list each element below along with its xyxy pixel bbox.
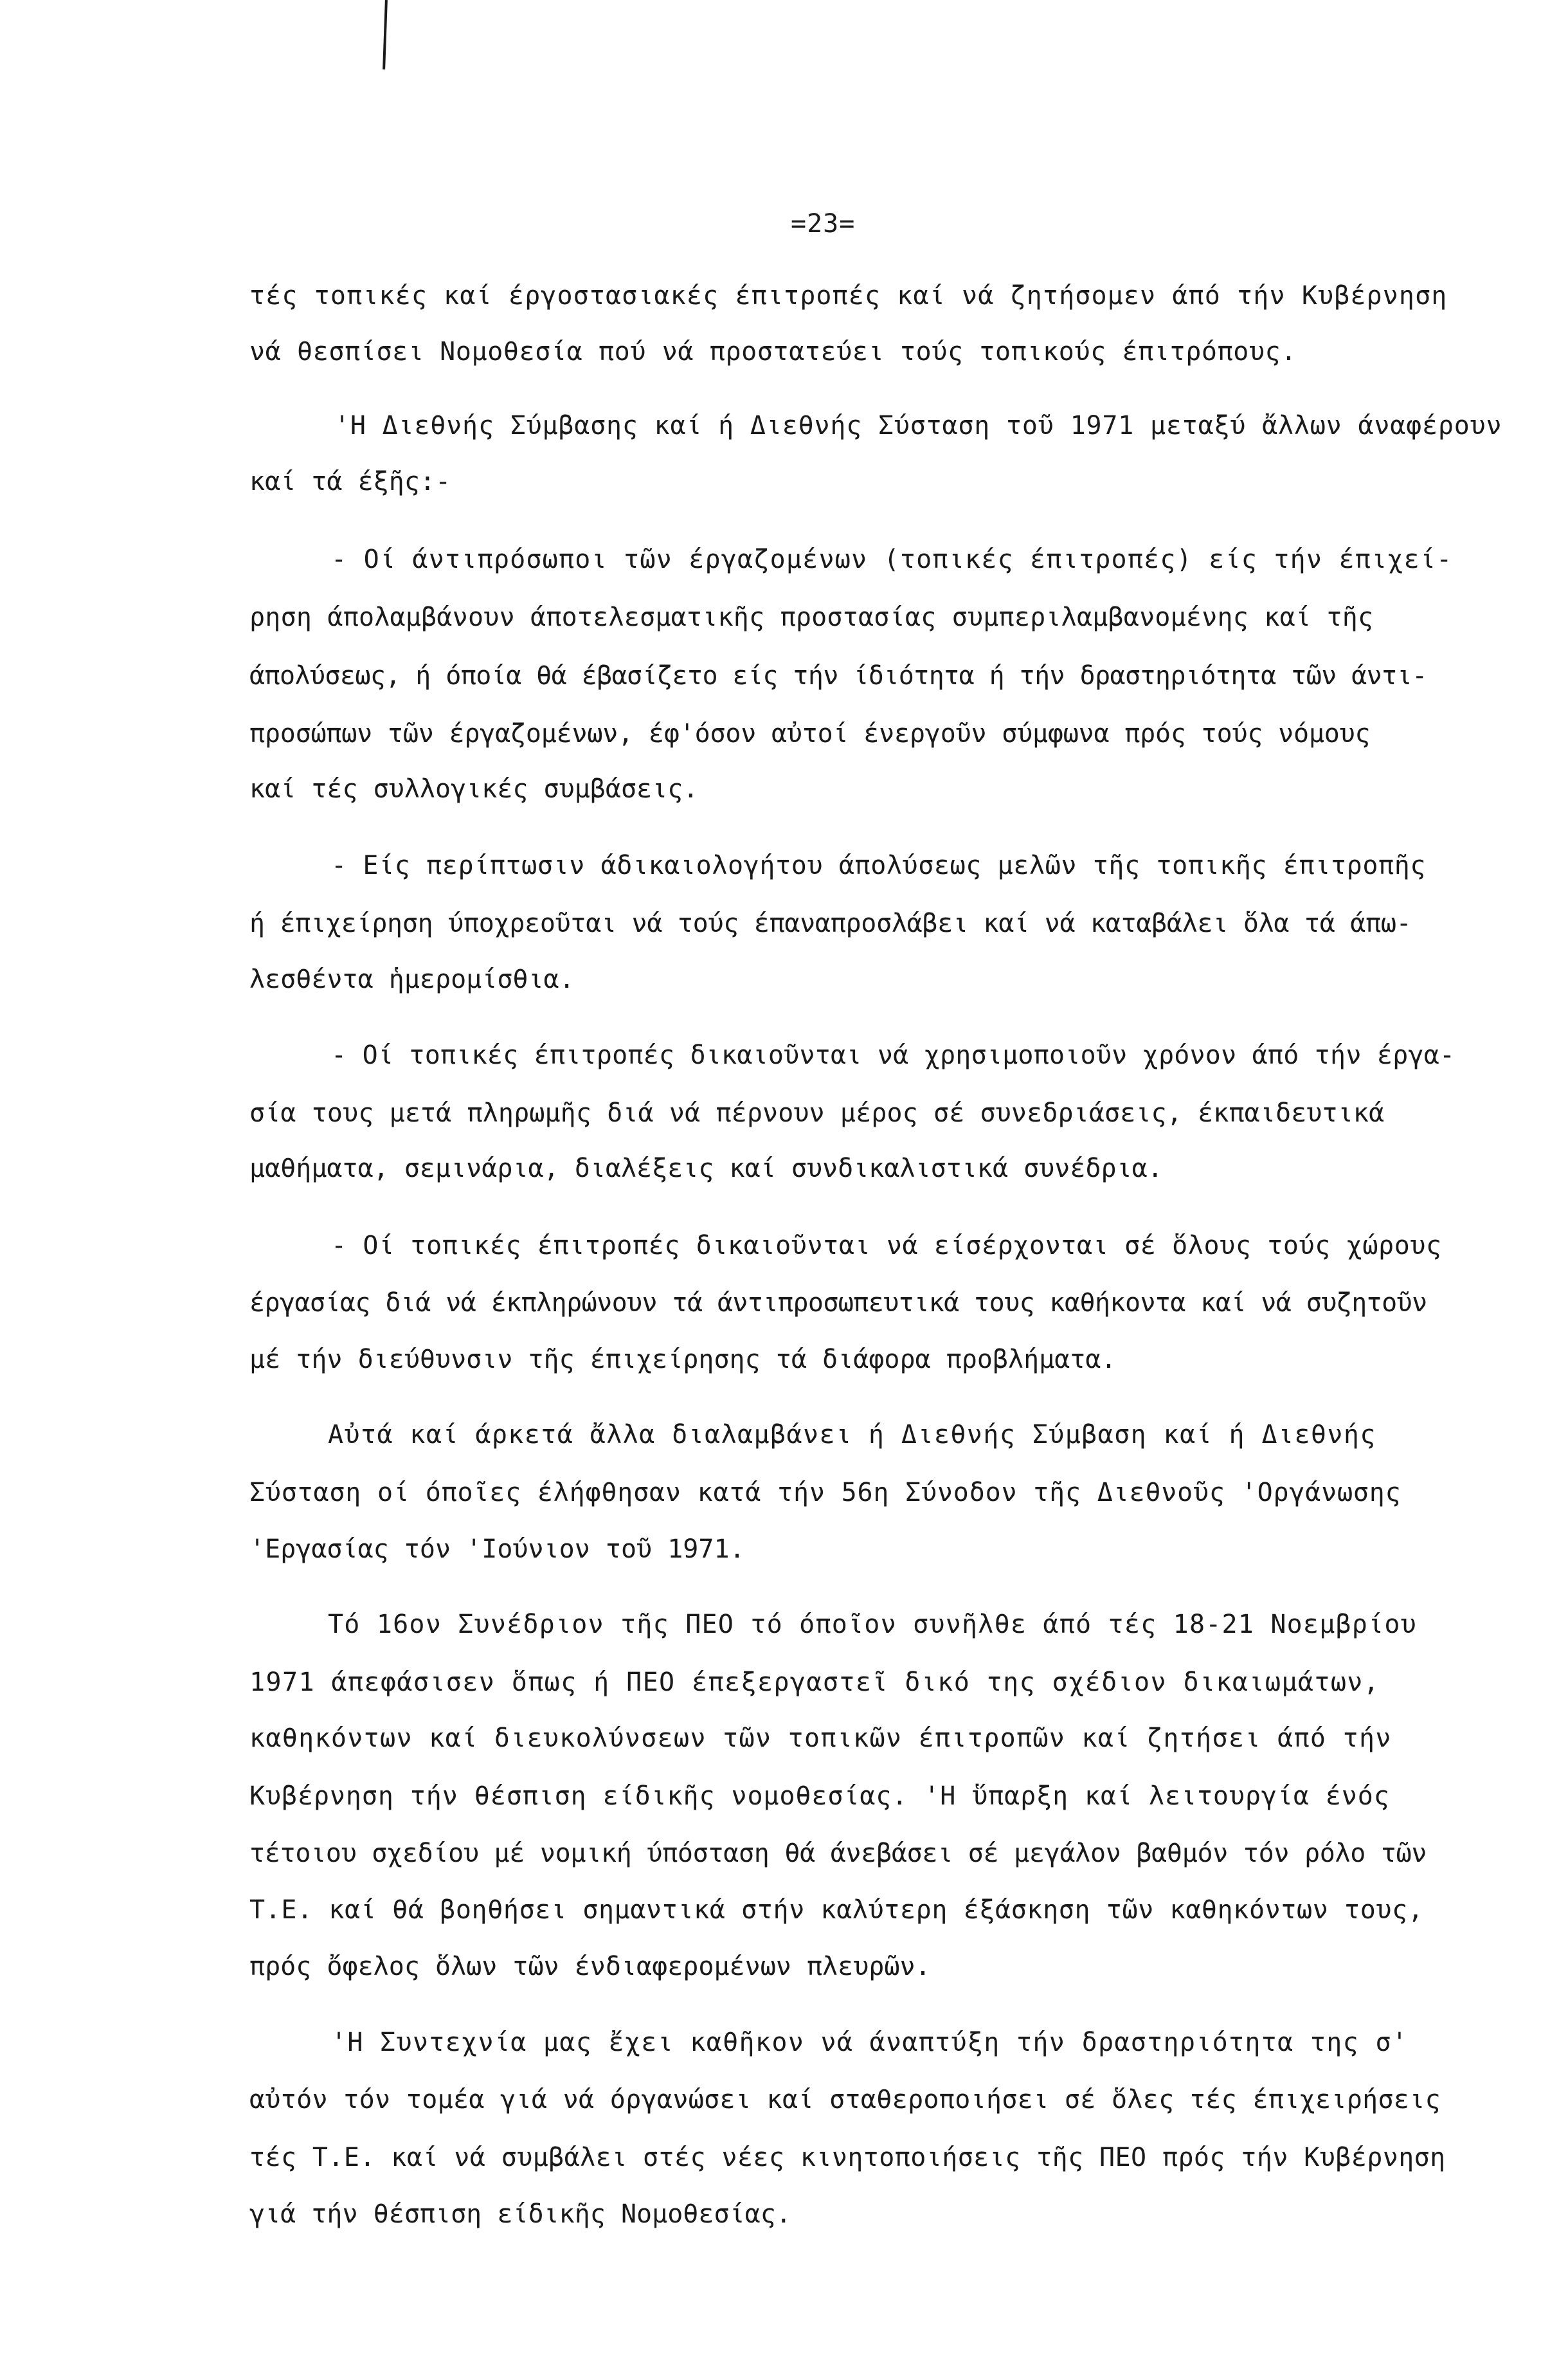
text-line: 'Η Συντεχνία μας ἔχει καθῆκον νά άναπτύξη τήν δραστηριότητα της σ' (331, 2028, 1409, 2057)
text-line: - Είς περίπτωσιν άδικαιολογήτου άπολύσεως μελῶν τῆς τοπικῆς έπιτροπῆς (331, 851, 1427, 880)
text-line: γιά τήν θέσπιση είδικῆς Νομοθεσίας. (249, 2199, 791, 2229)
text-line: Σύσταση οί όποῖες έλήφθησαν κατά τήν 56η Σύνοδον τῆς Διεθνοῦς 'Οργάνωσης (249, 1478, 1401, 1507)
text-line: Αὐτά καί άρκετά ἄλλα διαλαμβάνει ή Διεθνής Σύμβαση καί ή Διεθνής (328, 1420, 1376, 1450)
text-line: Κυβέρνηση τήν θέσπιση είδικῆς νομοθεσίας. 'Η ὕπαρξη καί λειτουργία ένός (249, 1781, 1390, 1811)
text-line: προσώπων τῶν έργαζομένων, έφ'όσον αὐτοί ένεργοῦν σύμφωνα πρός τούς νόμους (249, 719, 1371, 749)
text-line: Τό 16ον Συνέδριον τῆς ΠΕΟ τό όποῖον συνῆλθε άπό τές 18-21 Νοεμβρίου (328, 1610, 1417, 1639)
text-line: τέτοιου σχεδίου μέ νομική ύπόσταση θά άνεβάσει σέ μεγάλον βαθμόν τόν ρόλο τῶν (249, 1839, 1427, 1868)
text-line: καί τά έξῆς:- (249, 467, 451, 496)
text-line: πρός ὄφελος ὅλων τῶν ένδιαφερομένων πλευρῶν. (249, 1952, 931, 1981)
text-line: Τ.Ε. καί θά βοηθήσει σημαντικά στήν καλύτερη έξάσκηση τῶν καθηκόντων τους, (249, 1895, 1424, 1925)
text-line: - Οί άντιπρόσωποι τῶν έργαζομένων (τοπικές έπιτροπές) είς τήν έπιχεί- (331, 545, 1453, 574)
text-line: ή έπιχείρηση ύποχρεοῦται νά τούς έπαναπροσλάβει καί νά καταβάλει ὅλα τά άπω- (249, 909, 1412, 938)
text-line: 'Η Διεθνής Σύμβασης καί ή Διεθνής Σύσταση τοῦ 1971 μεταξύ ἄλλων άναφέρουν (334, 411, 1502, 441)
page-number: =23= (791, 209, 856, 239)
text-line: μαθήματα, σεμινάρια, διαλέξεις καί συνδικαλιστικά συνέδρια. (249, 1154, 1163, 1183)
text-line: τές Τ.Ε. καί νά συμβάλει στές νέες κινητοποιήσεις τῆς ΠΕΟ πρός τήν Κυβέρνηση (249, 2143, 1446, 2172)
text-line: έργασίας διά νά έκπληρώνουν τά άντιπροσωπευτικά τους καθήκοντα καί νά συζητοῦν (249, 1288, 1427, 1318)
text-line: ρηση άπολαμβάνουν άποτελεσματικῆς προστασίας συμπεριλαμβανομένης καί τῆς (249, 603, 1374, 632)
scan-margin-mark (383, 0, 388, 69)
text-line: σία τους μετά πληρωμῆς διά νά πέρνουν μέρος σέ συνεδριάσεις, έκπαιδευτικά (249, 1098, 1385, 1128)
text-line: - Οί τοπικές έπιτροπές δικαιοῦνται νά χρησιμοποιοῦν χρόνον άπό τήν έργα- (331, 1041, 1455, 1070)
text-line: άπολύσεως, ή όποία θά έβασίζετο είς τήν ίδιότητα ή τήν δραστηριότητα τῶν άντι- (249, 661, 1427, 691)
text-line: καί τές συλλογικές συμβάσεις. (249, 774, 699, 804)
text-line: καθηκόντων καί διευκολύνσεων τῶν τοπικῶν έπιτροπῶν καί ζητήσει άπό τήν (249, 1723, 1392, 1753)
text-line: αὐτόν τόν τομέα γιά νά όργανώσει καί σταθεροποιήσει σέ ὅλες τές έπιχειρήσεις (249, 2085, 1441, 2114)
text-line: - Οί τοπικές έπιτροπές δικαιοῦνται νά είσέρχονται σέ ὅλους τούς χώρους (331, 1231, 1442, 1260)
text-line: 'Εργασίας τόν 'Ιούνιον τοῦ 1971. (249, 1534, 745, 1564)
text-line: μέ τήν διεύθυνσιν τῆς έπιχείρησης τά διάφορα προβλήματα. (249, 1345, 1117, 1374)
text-line: λεσθέντα ἡμερομίσθια. (249, 965, 575, 994)
text-line: 1971 άπεφάσισεν ὅπως ή ΠΕΟ έπεξεργαστεῖ δικό της σχέδιον δικαιωμάτων, (249, 1668, 1380, 1697)
text-line: νά θεσπίσει Νομοθεσία πού νά προστατεύει τούς τοπικούς έπιτρόπους. (249, 337, 1297, 367)
text-line: τές τοπικές καί έργοστασιακές έπιτροπές καί νά ζητήσομεν άπό τήν Κυβέρνηση (249, 281, 1448, 311)
